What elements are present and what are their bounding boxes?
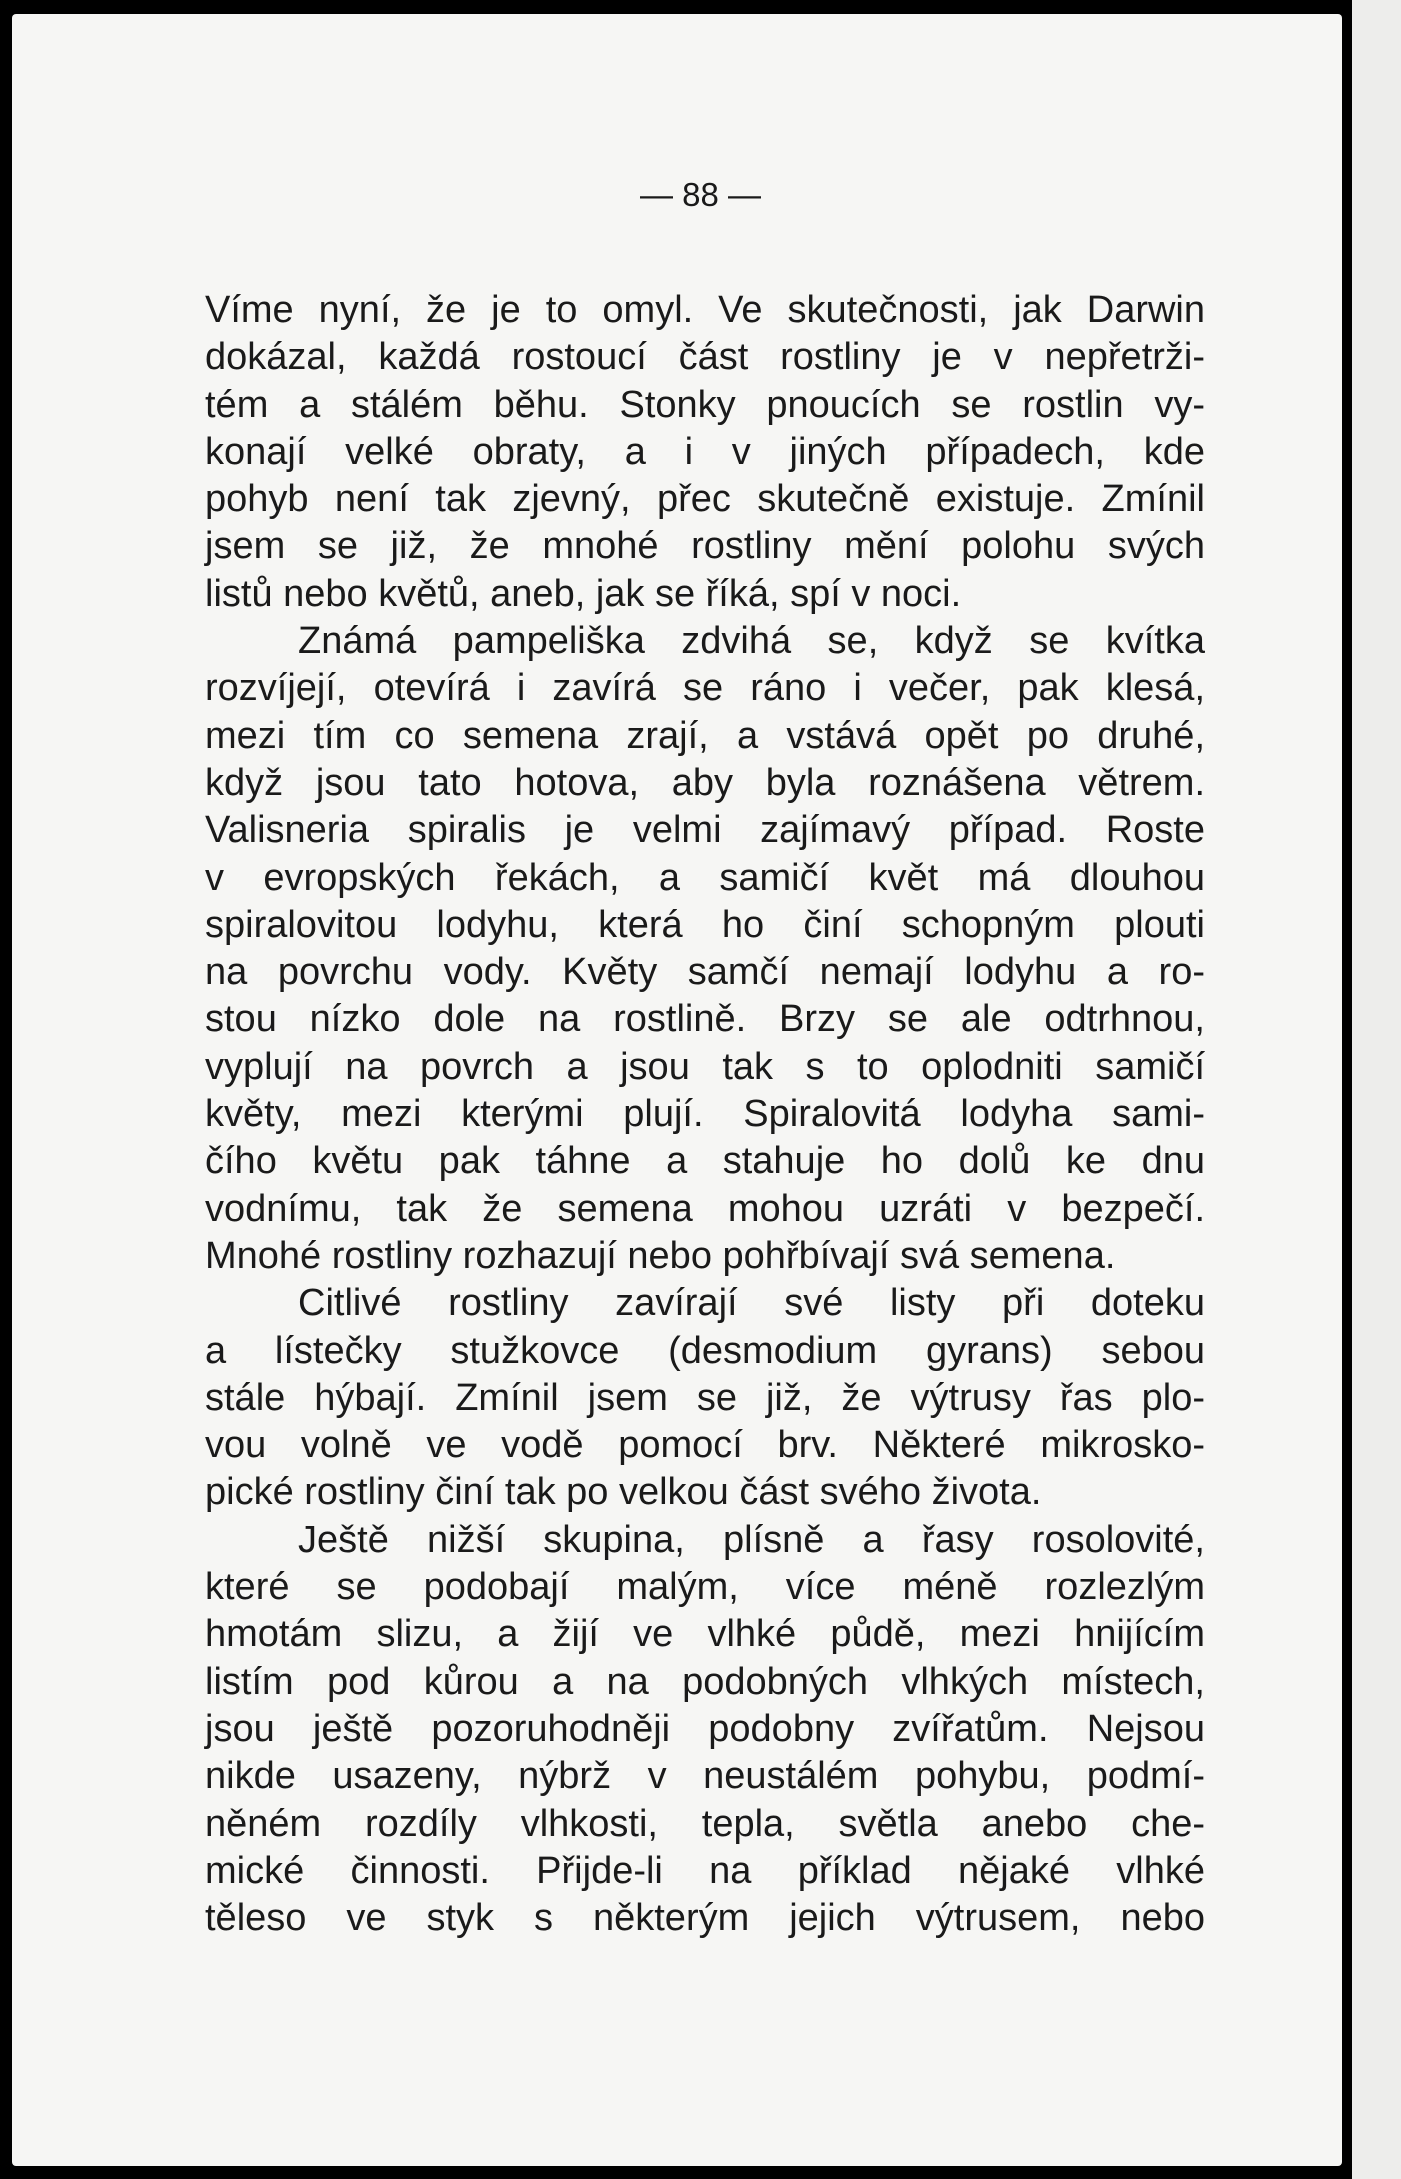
body-text — [205, 287, 1205, 1942]
text-line: vou volně ve vodě pomocí brv. Některé mikrosko- — [205, 1424, 1205, 1467]
text-line: konají velké obraty, a i v jiných případech, kde — [205, 430, 1205, 473]
text-line: spiralovitou lodyhu, která ho činí schopným plouti — [205, 903, 1205, 946]
text-line: v evropských řekách, a samičí květ má dlouhou — [205, 856, 1205, 899]
page-number: — 88 — — [639, 176, 762, 213]
text-line: nikde usazeny, nýbrž v neustálém pohybu, podmí- — [205, 1755, 1205, 1798]
text-line: těleso ve styk s některým jejich výtrusem, nebo — [205, 1897, 1205, 1940]
text-line: pické rostliny činí tak po velkou část svého života. — [205, 1471, 1042, 1514]
text-line: květy, mezi kterými plují. Spiralovitá lodyha sami- — [205, 1093, 1205, 1136]
text-line: vyplují na povrch a jsou tak s to oplodniti samičí — [205, 1045, 1205, 1088]
adjacent-page-edge — [1352, 0, 1401, 2179]
text-line: tém a stálém běhu. Stonky pnoucích se rostlin vy- — [205, 383, 1205, 426]
text-line: když jsou tato hotova, aby byla roznášena větrem. — [205, 761, 1205, 804]
text-line: které se podobají malým, více méně rozlezlým — [205, 1566, 1205, 1609]
text-line: dokázal, každá rostoucí část rostliny je v nepřetrži- — [205, 336, 1205, 379]
text-line: pohyb není tak zjevný, přec skutečně existuje. Zmínil — [205, 478, 1205, 521]
text-line: a lístečky stužkovce (desmodium gyrans) sebou — [205, 1329, 1205, 1372]
text-line: Valisneria spiralis je velmi zajímavý případ. Roste — [205, 809, 1205, 852]
text-line: něném rozdíly vlhkosti, tepla, světla anebo che- — [205, 1802, 1205, 1845]
text-line: Mnohé rostliny rozhazují nebo pohřbívají svá semena. — [205, 1234, 1116, 1277]
text-line: na povrchu vody. Květy samčí nemají lodyhu a ro- — [205, 951, 1205, 994]
text-line: Citlivé rostliny zavírají své listy při doteku — [298, 1282, 1205, 1325]
text-line: Ještě nižší skupina, plísně a řasy rosolovité, — [298, 1518, 1205, 1561]
text-line: jsou ještě pozoruhodněji podobny zvířatům. Nejsou — [205, 1707, 1205, 1750]
text-line: jsem se již, že mnohé rostliny mění polohu svých — [205, 525, 1205, 568]
text-line: listím pod kůrou a na podobných vlhkých místech, — [205, 1660, 1205, 1703]
text-line: stále hýbají. Zmínil jsem se již, že výtrusy řas plo- — [205, 1376, 1205, 1419]
text-line: listů nebo květů, aneb, jak se říká, spí v noci. — [205, 572, 962, 615]
text-line: stou nízko dole na rostlině. Brzy se ale odtrhnou, — [205, 998, 1205, 1041]
text-line: čího květu pak táhne a stahuje ho dolů ke dnu — [205, 1140, 1205, 1183]
text-line: hmotám slizu, a žijí ve vlhké půdě, mezi hnijícím — [205, 1613, 1205, 1656]
text-line: rozvíjejí, otevírá i zavírá se ráno i večer, pak klesá, — [205, 667, 1205, 710]
text-line: Známá pampeliška zdvihá se, když se kvítka — [298, 620, 1205, 663]
text-line: Víme nyní, že je to omyl. Ve skutečnosti, jak Darwin — [205, 289, 1205, 331]
text-line: mické činnosti. Přijde-li na příklad nějaké vlhké — [205, 1849, 1205, 1892]
text-line: mezi tím co semena zrají, a vstává opět po druhé, — [205, 714, 1205, 757]
text-line: vodnímu, tak že semena mohou uzráti v bezpečí. — [205, 1187, 1205, 1230]
